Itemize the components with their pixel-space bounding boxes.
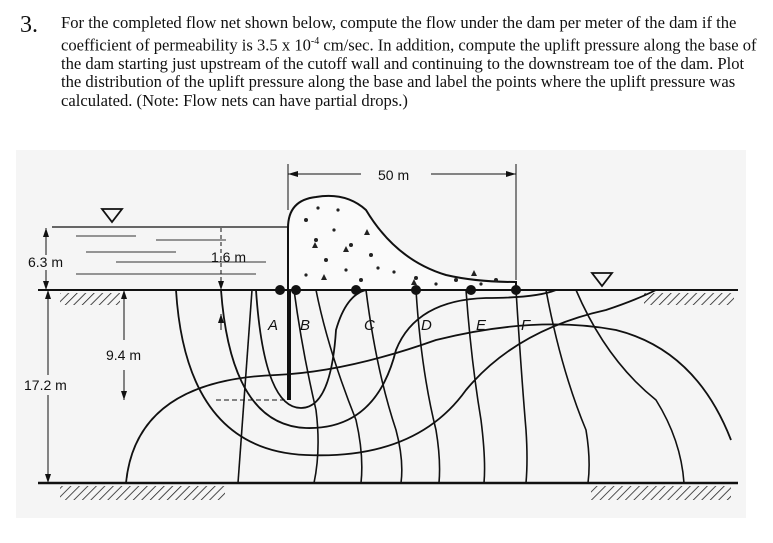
point-c-marker <box>351 285 361 295</box>
point-f-marker <box>511 285 521 295</box>
problem-text-part2: cm/sec. In addition, compute the uplift pressure along the base of the dam starting just upstream of the cutoff wall and continuing to the downstream toe of the dam. Plot the distribution of the uplift pressure along the base and label the points where the uplift pressure was calculated. (Note: Flow nets can have partial drops.) <box>61 35 757 110</box>
point-d-marker <box>411 285 421 295</box>
dim-1-6m <box>211 228 246 330</box>
problem-number: 3. <box>20 12 38 38</box>
dim-1-6m-label: 1.6 m <box>211 249 247 265</box>
dim-6-3m-label: 6.3 m <box>28 254 64 270</box>
label-point-d: D <box>421 317 432 334</box>
dim-17-2m-label: 17.2 m <box>24 377 67 393</box>
exponent: -4 <box>310 35 320 47</box>
point-e-marker <box>466 285 476 295</box>
point-b-marker <box>291 285 301 295</box>
point-a-marker <box>275 285 285 295</box>
dim-9-4m-label: 9.4 m <box>106 347 142 363</box>
cutoff-wall <box>287 290 291 400</box>
dam-body <box>288 196 516 290</box>
hatch-upstream <box>60 293 120 305</box>
label-point-b: B <box>300 317 311 334</box>
label-point-e: E <box>476 317 487 334</box>
problem-text <box>61 14 761 111</box>
dim-6-3m <box>28 228 63 290</box>
label-point-c: C <box>364 317 375 334</box>
hatch-downstream <box>644 293 734 305</box>
water-level-triangle-down <box>592 273 612 286</box>
flow-net-figure <box>16 150 746 518</box>
hatch-base-right <box>591 486 731 500</box>
label-point-f: F <box>521 317 531 334</box>
label-point-a: A <box>268 317 279 334</box>
dim-17-2m <box>24 290 67 483</box>
dim-50m-label: 50 m <box>378 167 410 183</box>
water-level-triangle-up <box>102 209 122 222</box>
hatch-base-left <box>60 486 225 500</box>
problem-text-part1: For the completed flow net shown below, compute the flow under the dam per meter of the dam if the coefficient of permeability is 3.5 x 10 <box>61 13 737 55</box>
flow-net-svg <box>16 150 746 518</box>
